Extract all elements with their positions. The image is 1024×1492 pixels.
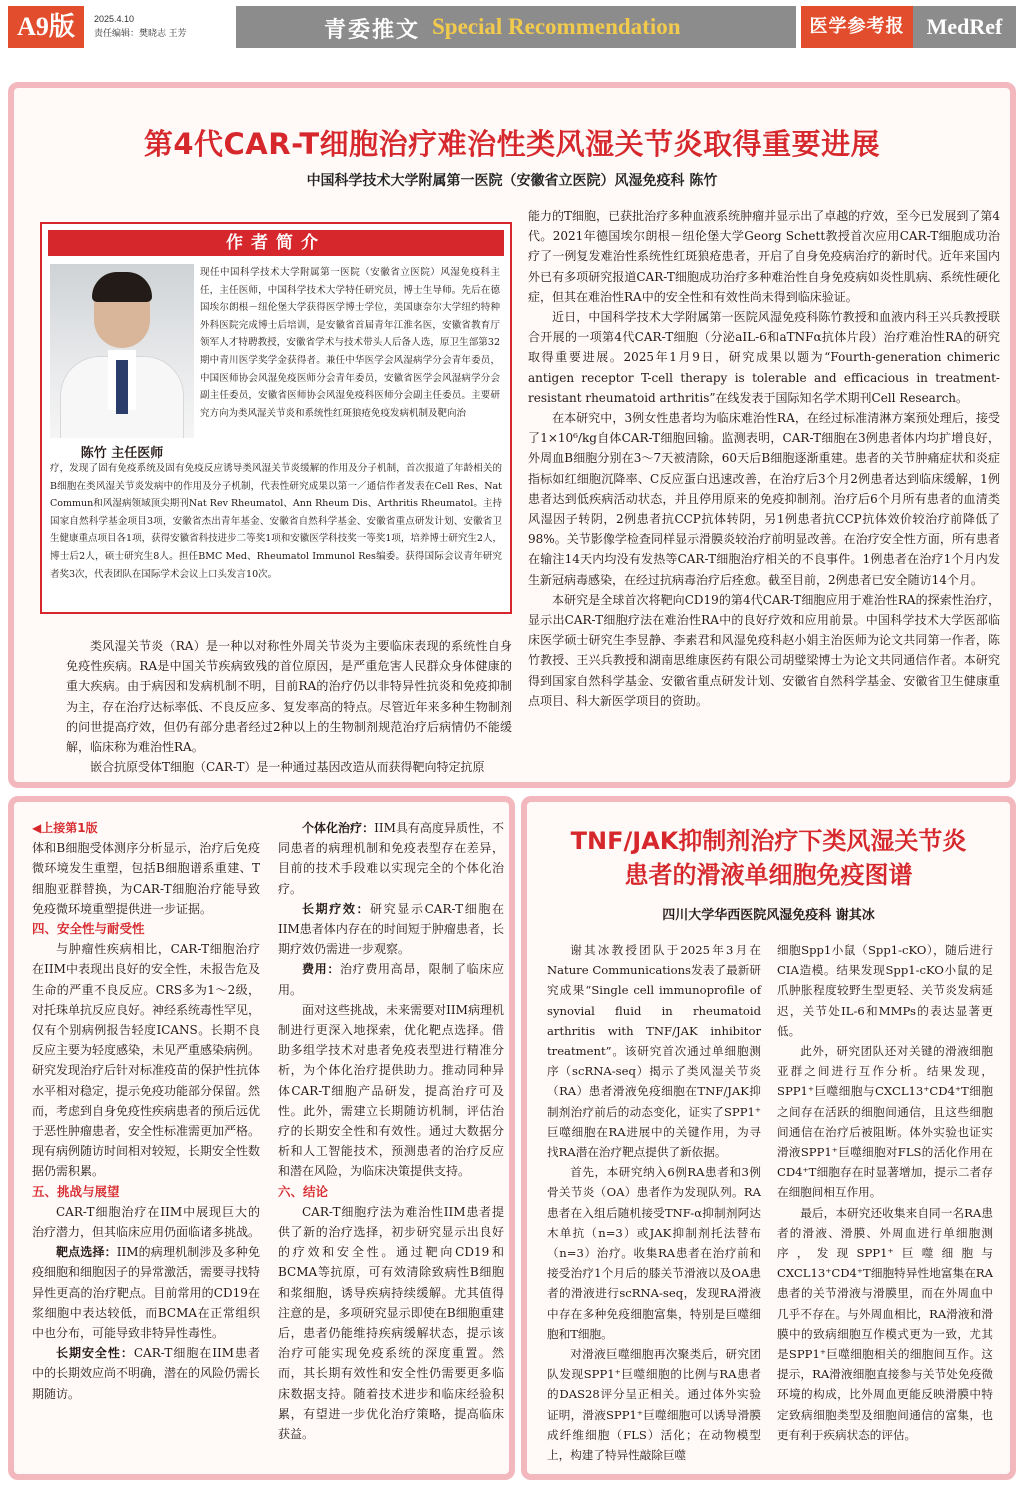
photo-tie-shape [116, 360, 128, 414]
article-car-t-panel [8, 82, 1016, 788]
article-tnf-jak-panel [521, 796, 1016, 1480]
author-bio-heading: 作者简介 [48, 230, 504, 256]
article1-right-column [528, 206, 1000, 711]
continued-article-panel [8, 796, 515, 1480]
issue-date: 2025.4.10 [94, 14, 135, 24]
author-bio-box [40, 222, 512, 614]
continued-column-1 [32, 818, 260, 1404]
article1-byline: 中国科学技术大学附属第一医院（安徽省立医院）风湿免疫科 陈竹 [306, 173, 718, 189]
article2-paragraph: 首先，本研究纳入6例RA患者和3例骨关节炎（OA）患者作为发现队列。RA患者在入组后随机接受TNF-α抑制剂阿达木单抗（n=3）或JAK抑制剂托法替布（n=3）治疗。收集RA患者在治疗前和接受治疗1个月后的膝关节滑液以及OA患者的滑液进行scRNA-seq，发现RA滑液中存在多种免疫细胞富集，特别是巨噬细胞和T细胞。 [547, 1165, 761, 1341]
section-safety-text: 与肿瘤性疾病相比，CAR-T细胞治疗在IIM中表现出良好的安全性，未报告危及生命的严重不良反应。CRS多为1～2级，对托珠单抗反应良好。神经系统毒性罕见，仅有个别病例报告轻度ICANS。长期不良反应主要为轻度感染，未见严重感染病例。研究发现治疗后针对标准疫苗的保护性抗体水平相对稳定，提示免疫功能部分保留。然而，考虑到自身免疫性疾病患者的预后远优于恶性肿瘤患者，安全性标准需更加严格。现有病例随访时间相对较短，长期安全性数据仍需积累。 [32, 942, 261, 1179]
article2-title [527, 824, 1010, 892]
article1-left-column [66, 636, 512, 777]
keyword-paragraph-longeff [278, 899, 504, 960]
keyword-paragraph-target [32, 1242, 260, 1343]
article2-title-line1: TNF/JAK抑制剂治疗下类风湿关节炎 [570, 827, 967, 855]
section-challenges-text: CAR-T细胞治疗在IIM中展现巨大的治疗潜力，但其临床应用仍面临诸多挑战。 [32, 1204, 261, 1240]
column-title-cn: 青委推文 [324, 17, 421, 43]
article1-paragraph: 在本研究中，3例女性患者均为临床难治性RA，在经过标准清淋方案预处理后，接受了1×10⁶/kg自体CAR-T细胞回输。监测表明，CAR-T细胞在3例患者体内均扩增良好，外周血B细胞分别在3～7天被清除，60天后B细胞逐渐重建。患者的关节肿痛症状和炎症指标如红细胞沉降率、C反应蛋白迅速改善，在治疗后3个月2例患者达到临床缓解，1例患者达到低疾病活动状态，并且停用原来的免疫抑制剂。治疗后6个月所有患者的血清类风湿因子转阴，2例患者抗CCP抗体转阴，另1例患者抗CCP抗体效价较治疗前降低了98%。关节影像学检查同样显示滑膜炎较治疗前明显改善。在治疗安全性方面，所有患者在输注14天内均没有发热等CAR-T细胞治疗相关的不良事件。1例患者在治疗1个月内发生新冠病毒感染，在经过抗病毒治疗后痊愈。截至目前，2例患者已安全随访14个月。 [528, 411, 1000, 587]
continued-column-2 [278, 818, 504, 1444]
keyword-paragraph-longsafety [32, 1343, 260, 1404]
article2-column-2 [777, 940, 993, 1445]
keyword-long-safety-text: CAR-T细胞在IIM患者中的长期效应尚不明确，潜在的风险仍需长期随访。 [32, 1346, 261, 1401]
keyword-target-text: IIM的病理机制涉及多种免疫细胞和细胞因子的异常激活，需要寻找特异性更高的治疗靶点。目前常用的CD19在浆细胞中表达较低，而BCMA在正常组织中也分布，可能导致非特异性毒性。 [32, 1245, 261, 1341]
article2-paragraph: 此外，研究团队还对关键的滑液细胞亚群之间进行互作分析。结果发现，SPP1⁺巨噬细胞与CXCL13⁺CD4⁺T细胞之间存在活跃的细胞间通信，且这些细胞间通信在治疗后被阻断。体外实验也证实滑液SPP1⁺巨噬细胞对FLS的活化作用在CD4⁺T细胞存在时显著增加，提示二者存在细胞间相互作用。 [777, 1044, 993, 1200]
keyword-cost: 费用： [302, 962, 340, 977]
brand-name-cn: 医学参考报 [801, 6, 913, 48]
keyword-cost-text: 治疗费用高昂，限制了临床应用。 [278, 962, 504, 997]
keyword-long-efficacy-text: 研究显示CAR-T细胞在IIM患者体内存在的时间短于肿瘤患者，长期疗效仍需进一步观察。 [278, 901, 504, 957]
article2-paragraph: 最后，本研究还收集来自同一名RA患者的滑液、滑膜、外周血进行单细胞测序，发现SPP1⁺巨噬细胞与CXCL13⁺CD4⁺T细胞特异性地富集在RA患者的关节滑液与滑膜里，而在外周血中几乎不存在。与外周血相比，RA滑液和滑膜中的致病细胞互作模式更为一致，尤其是SPP1⁺巨噬细胞相关的细胞间互作。这提示，RA滑液细胞直接参与关节处免疫微环境的构成，比外周血更能反映滑膜中特定致病细胞类型及细胞间通信的富集，也更有利于疾病状态的评估。 [777, 1205, 993, 1442]
article1-paragraph: 类风湿关节炎（RA）是一种以对称性外周关节炎为主要临床表现的系统性自身免疫性疾病。RA是中国关节疾病致残的首位原因，是严重危害人民群众身体健康的重大疾病。由于病因和发病机制不明，目前RA的治疗仍以非特异性抗炎和免疫抑制为主，存在治疗达标率低、不良反应多、复发率高的特点。尽管近年来多种生物制剂的问世提高疗效，但仍有部分患者经过2种以上的生物制剂规范治疗后病情仍不能缓解，临床称为难治性RA。 [66, 639, 512, 755]
article2-title-line2: 患者的滑液单细胞免疫图谱 [624, 861, 913, 889]
keyword-long-safety: 长期安全性： [56, 1346, 134, 1361]
article1-paragraph: 嵌合抗原受体T细胞（CAR-T）是一种通过基因改造从而获得靶向特定抗原 [90, 760, 485, 775]
author-bio-text-part2: 疗，发现了固有免疫系统及固有免疫反应诱导类风湿关节炎缓解的作用及分子机制，首次报道了年龄相关的B细胞在类风湿关节炎发病中的作用及分子机制，代表性研究成果以第一／通信作者发表在Cell Res、Nat Commun和风湿病领域顶尖期刊Nat Rev Rheumatol、Ann Rheum Dis、Arthritis Rheumatol。主持国家自然科学基金项目3项，安徽省杰出青年基金、安徽省自然科学基金、安徽省重点研发计划、安徽省卫生健康重点项目各1项，获得安徽省科技进步二等奖1项和安徽医学科技奖一等奖1项，培养博士研究生2人，博士后2人，硕士研究生8人。担任BMC Med、Rheumatol Immunol Res编委。获得国际会议青年研究者奖3次，代表团队在国际学术会议上口头发言10次。 [50, 463, 502, 580]
section-heading-conclusion: 六、结论 [278, 1183, 329, 1199]
issue-meta [94, 12, 187, 40]
article2-paragraph: 细胞Spp1小鼠（Spp1-cKO），随后进行CIA造模。结果发现Spp1-cKO小鼠的足爪肿胀程度较野生型更轻、关节炎发病延迟，关节处IL-6和MMPs的表达显著更低。 [777, 943, 993, 1038]
keyword-paragraph-cost [278, 959, 504, 999]
column-title-en: Special Recommendation [432, 14, 681, 39]
author-photo-caption: 陈竹 主任医师 [80, 446, 164, 461]
section-heading-challenges: 五、挑战与展望 [32, 1183, 120, 1199]
section-conclusion-text: CAR-T细胞疗法为难治性IIM患者提供了新的治疗选择，初步研究显示出良好的疗效和安全性。通过靶向CD19和BCMA等抗原，可有效清除致病性B细胞和浆细胞，诱导疾病持续缓解。尤其值得注意的是，多项研究显示即使在B细胞重建后，患者仍能维持疾病缓解状态，提示该治疗可能实现免疫系统的深度重置。然而，其长期有效性和安全性仍需要更多临床数据支持。随着技术进步和临床经验积累，有望进一步优化治疗策略，提高临床获益。 [278, 1204, 504, 1442]
keyword-personalized: 个体化治疗： [302, 821, 375, 835]
future-outlook-text: 面对这些挑战，未来需要对IIM病理机制进行更深入地探索，优化靶点选择。借助多组学技术对患者免疫表型进行精准分析，为个体化治疗提供助力。推动同种异体CAR-T细胞产品研发，提高治疗可及性。此外，需建立长期随访机制，评估治疗的长期安全性和有效性。通过大数据分析和人工智能技术，预测患者的治疗反应和潜在风险，为临床决策提供支持。 [278, 1002, 504, 1179]
article1-title: 第4代CAR-T细胞治疗难治性类风湿关节炎取得重要进展 [143, 127, 881, 161]
page-header [8, 6, 1016, 48]
photo-hair-shape [92, 272, 152, 302]
page-number-badge: A9版 [8, 6, 84, 48]
keyword-target: 靶点选择： [56, 1245, 117, 1260]
keyword-personalized-text: IIM具有高度异质性，不同患者的病理机制和免疫表型存在差异，目前的技术手段难以实现完全的个体化治疗。 [278, 821, 504, 896]
article2-paragraph: 谢其冰教授团队于2025年3月在Nature Communications发表了最新研究成果“Single cell immunoprofile of synovial fluid in rheumatoid arthritis with TNF/JAK inhibitor treatment”。该研究首次通过单细胞测序（scRNA-seq）揭示了类风湿关节炎（RA）患者滑液免疫细胞在TNF/JAK抑制剂治疗前后的动态变化，证实了SPP1⁺巨噬细胞在RA进展中的关键作用，为寻找RA潜在治疗靶点提供了新依据。 [547, 943, 761, 1160]
author-photo [50, 264, 194, 438]
keyword-paragraph-personal [278, 818, 504, 899]
article2-column-1 [547, 940, 761, 1465]
section-heading-safety: 四、安全性与耐受性 [32, 921, 145, 937]
issue-editors: 责任编辑：樊晓志 王芳 [94, 28, 187, 38]
article1-paragraph: 本研究是全球首次将靶向CD19的第4代CAR-T细胞应用于难治性RA的探索性治疗，显示出CAR-T细胞疗法在难治性RA中的良好疗效和应用前景。中国科学技术大学医部临床医学硕士研究生李昱静、李素君和风湿免疫科赵小娟主治医师为论文共同第一作者，陈竹教授、王兴兵教授和湖南思维康医药有限公司胡璧梁博士为论文共同通信作者。本研究得到国家自然科学基金、安徽省重点研发计划、安徽省自然科学基金、安徽省卫生健康重点项目、科大新医学项目的资助。 [528, 592, 1000, 708]
article2-paragraph: 对滑液巨噬细胞再次聚类后，研究团队发现SPP1⁺巨噬细胞的比例与RA患者的DAS28评分呈正相关。通过体外实验证明，滑液SPP1⁺巨噬细胞可以诱导滑膜成纤维细胞（FLS）活化；在动物模型上，构建了特异性敲除巨噬 [547, 1347, 761, 1463]
keyword-long-efficacy: 长期疗效： [302, 901, 371, 916]
continued-from-label: ◀上接第1版 [32, 821, 98, 835]
article2-byline: 四川大学华西医院风湿免疫科 谢其冰 [662, 908, 875, 923]
author-bio-text-part1: 现任中国科学技术大学附属第一医院（安徽省立医院）风湿免疫科主任，主任医师，中国科学技术大学特任研究员，博士生导师。先后在德国埃尔朗根－纽伦堡大学获得医学博士学位，美国康奈尔大学纽约特种外科医院完成博士后培训，是安徽省首届青年江淮名医，安徽省教育厅领军人才特聘教授，安徽省学术与技术带头人后备人选，原卫生部第32期中青川医学奖学金获得者。兼任中华医学会风湿病学分会青年委员，中国医师协会风湿免疫医师分会青年委员，安徽省医学会风湿病学分会副主任委员，安徽省医师协会风湿免疫科医师分会副主任委员。主要研究方向为类风湿关节炎和系统性红斑狼疮免疫发病机制及靶向治 [200, 267, 500, 419]
brand-name-en: MedRef [913, 6, 1016, 48]
column-banner [236, 6, 796, 48]
article1-paragraph: 近日，中国科学技术大学附属第一医院风湿免疫科陈竹教授和血液内科王兴兵教授联合开展的一项第4代CAR-T细胞（分泌aIL-6和aTNFα抗体片段）治疗难治性RA的研究取得重要进展。2025年1月9日，研究成果以题为“Fourth-generation chimeric antigen receptor T-cell therapy is tolerable and efficacious in treatment-resistant rheumatoid arthritis”在线发表于国际知名学术期刊Cell Research。 [528, 310, 1000, 405]
continued-intro: 体和B细胞受体测序分析显示，治疗后免疫微环境发生重塑，包括B细胞谱系重建、T细胞亚群替换，为CAR-T细胞治疗能导致免疫微环境重塑提供进一步证据。 [32, 841, 260, 916]
article1-paragraph: 能力的T细胞，已获批治疗多种血液系统肿瘤并显示出了卓越的疗效，至今已发展到了第4代。2021年德国埃尔朗根－纽伦堡大学Georg Schett教授首次应用CAR-T细胞成功治疗了一例复发难治性系统性红斑狼疮患者，开启了自身免疫病治疗的新时代。近年来国内外已有多项研究报道CAR-T细胞成功治疗多种难治性自身免疫病如炎性肌病、系统性硬化症，但其在难治性RA中的安全性和有效性尚未得到临床验证。 [528, 209, 1000, 304]
